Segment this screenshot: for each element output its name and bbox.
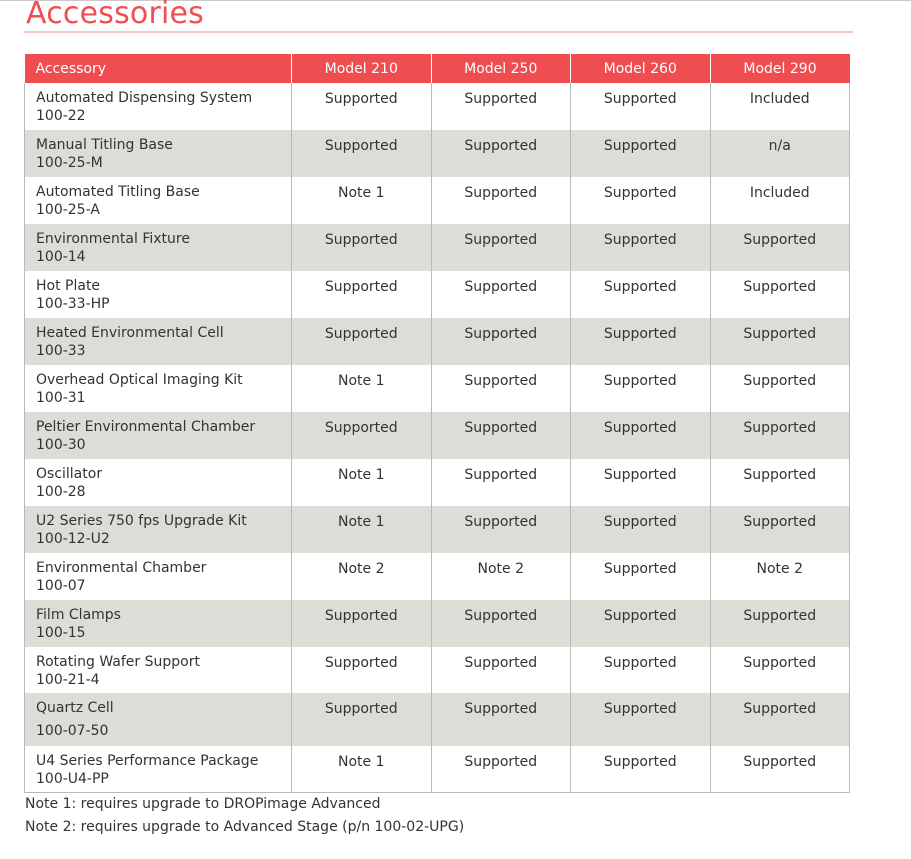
accessory-name: Automated Titling Base: [36, 184, 200, 200]
accessory-cell: [25, 271, 292, 318]
support-status-cell: Supported: [571, 746, 711, 792]
footnote-1: Note 1: requires upgrade to DROPimage Advanced: [25, 796, 381, 812]
support-status-cell: Supported: [431, 600, 571, 647]
accessory-name: Manual Titling Base: [36, 137, 173, 153]
support-status-cell: Supported: [292, 83, 432, 130]
support-status-cell: Supported: [292, 224, 432, 271]
accessory-name: Environmental Chamber: [36, 560, 207, 576]
accessory-cell: [25, 365, 292, 412]
support-status-cell: Supported: [431, 412, 571, 459]
support-status-cell: Supported: [292, 600, 432, 647]
support-status-cell: Included: [710, 83, 850, 130]
column-header-model-290: Model 290: [710, 54, 850, 83]
accessory-name: Peltier Environmental Chamber: [36, 419, 256, 435]
support-status-cell: Supported: [710, 600, 850, 647]
table-row: [25, 365, 850, 412]
support-status-cell: Note 1: [292, 365, 432, 412]
support-status-cell: Supported: [431, 271, 571, 318]
accessory-name: Hot Plate: [36, 278, 101, 294]
accessory-cell: [25, 318, 292, 365]
accessory-part-number: 100-31: [36, 390, 86, 406]
accessory-part-number: 100-07: [36, 578, 86, 594]
column-header-model-250: Model 250: [431, 54, 571, 83]
table-row: [25, 600, 850, 647]
accessory-part-number: 100-U4-PP: [36, 771, 109, 787]
accessory-name: U2 Series 750 fps Upgrade Kit: [36, 513, 247, 529]
support-status-cell: Supported: [710, 506, 850, 553]
support-status-cell: Supported: [710, 647, 850, 693]
accessory-name: Rotating Wafer Support: [36, 654, 200, 670]
support-status-cell: Included: [710, 177, 850, 224]
accessory-name: U4 Series Performance Package: [36, 753, 259, 769]
accessory-name: Quartz Cell: [36, 700, 114, 716]
accessory-name: Oscillator: [36, 466, 103, 482]
support-status-cell: Supported: [431, 177, 571, 224]
support-status-cell: Note 2: [431, 553, 571, 600]
support-status-cell: Supported: [431, 459, 571, 506]
support-status-cell: Supported: [571, 412, 711, 459]
accessory-part-number: 100-14: [36, 249, 86, 265]
accessory-cell: [25, 600, 292, 647]
accessory-name: Overhead Optical Imaging Kit: [36, 372, 243, 388]
support-status-cell: Supported: [571, 318, 711, 365]
table-row: [25, 693, 850, 746]
accessory-part-number: 100-30: [36, 437, 86, 453]
column-header-model-210: Model 210: [292, 54, 432, 83]
support-status-cell: Supported: [292, 271, 432, 318]
accessory-part-number: 100-15: [36, 625, 86, 641]
accessory-cell: [25, 130, 292, 177]
accessory-cell: [25, 647, 292, 693]
accessory-cell: [25, 177, 292, 224]
accessory-part-number: 100-22: [36, 108, 86, 124]
accessory-cell: [25, 693, 292, 746]
support-status-cell: Supported: [571, 365, 711, 412]
footnotes: [25, 793, 464, 839]
support-status-cell: Supported: [571, 506, 711, 553]
accessory-name: Automated Dispensing System: [36, 90, 253, 106]
page-title: Accessories: [26, 0, 205, 31]
support-status-cell: Supported: [431, 318, 571, 365]
accessory-cell: [25, 553, 292, 600]
support-status-cell: Supported: [710, 224, 850, 271]
support-status-cell: Supported: [431, 130, 571, 177]
accessory-cell: [25, 459, 292, 506]
support-status-cell: Supported: [292, 318, 432, 365]
accessory-part-number: 100-25-A: [36, 202, 100, 218]
support-status-cell: Supported: [431, 693, 571, 746]
table-row: [25, 506, 850, 553]
accessory-cell: [25, 746, 292, 792]
accessory-cell: [25, 506, 292, 553]
support-status-cell: Supported: [292, 130, 432, 177]
support-status-cell: Supported: [571, 647, 711, 693]
accessory-part-number: 100-12-U2: [36, 531, 110, 547]
support-status-cell: Supported: [571, 130, 711, 177]
table-row: [25, 318, 850, 365]
accessory-part-number: 100-07-50: [36, 723, 109, 739]
accessory-part-number: 100-25-M: [36, 155, 103, 171]
support-status-cell: Supported: [431, 506, 571, 553]
support-status-cell: Supported: [710, 693, 850, 746]
support-status-cell: Supported: [431, 365, 571, 412]
table-row: [25, 746, 850, 792]
accessory-part-number: 100-33: [36, 343, 86, 359]
table-row: [25, 553, 850, 600]
accessory-part-number: 100-28: [36, 484, 86, 500]
title-underline: [24, 31, 853, 33]
column-header-accessory: Accessory: [25, 54, 292, 83]
accessory-part-number: 100-33-HP: [36, 296, 110, 312]
support-status-cell: Supported: [571, 693, 711, 746]
accessories-table: [24, 54, 850, 793]
accessory-name: Film Clamps: [36, 607, 121, 623]
support-status-cell: Supported: [571, 459, 711, 506]
support-status-cell: Supported: [292, 412, 432, 459]
support-status-cell: Supported: [710, 365, 850, 412]
footnote-2: Note 2: requires upgrade to Advanced Stage (p/n 100-02-UPG): [25, 819, 465, 835]
support-status-cell: Supported: [710, 318, 850, 365]
table-row: [25, 647, 850, 693]
accessory-cell: [25, 83, 292, 130]
support-status-cell: Supported: [571, 83, 711, 130]
support-status-cell: Supported: [431, 83, 571, 130]
support-status-cell: Note 1: [292, 506, 432, 553]
accessory-name: Heated Environmental Cell: [36, 325, 224, 341]
table-row: [25, 83, 850, 130]
support-status-cell: Note 1: [292, 746, 432, 792]
accessory-name: Environmental Fixture: [36, 231, 190, 247]
support-status-cell: Supported: [571, 600, 711, 647]
table-row: [25, 271, 850, 318]
support-status-cell: Supported: [431, 647, 571, 693]
support-status-cell: Supported: [710, 412, 850, 459]
table-row: [25, 412, 850, 459]
table-row: [25, 459, 850, 506]
table-row: [25, 130, 850, 177]
support-status-cell: Note 1: [292, 459, 432, 506]
support-status-cell: Supported: [710, 746, 850, 792]
table-row: [25, 224, 850, 271]
table-header-row: [25, 54, 850, 83]
support-status-cell: Supported: [710, 271, 850, 318]
column-header-model-260: Model 260: [571, 54, 711, 83]
accessory-part-number: 100-21-4: [36, 672, 100, 688]
accessory-cell: [25, 412, 292, 459]
support-status-cell: Note 2: [292, 553, 432, 600]
support-status-cell: Supported: [431, 746, 571, 792]
support-status-cell: Supported: [431, 224, 571, 271]
support-status-cell: Supported: [710, 459, 850, 506]
support-status-cell: Supported: [571, 271, 711, 318]
support-status-cell: Note 2: [710, 553, 850, 600]
support-status-cell: Note 1: [292, 177, 432, 224]
support-status-cell: Supported: [571, 224, 711, 271]
support-status-cell: Supported: [571, 177, 711, 224]
table-row: [25, 177, 850, 224]
support-status-cell: Supported: [292, 647, 432, 693]
support-status-cell: Supported: [571, 553, 711, 600]
support-status-cell: n/a: [710, 130, 850, 177]
support-status-cell: Supported: [292, 693, 432, 746]
accessory-cell: [25, 224, 292, 271]
